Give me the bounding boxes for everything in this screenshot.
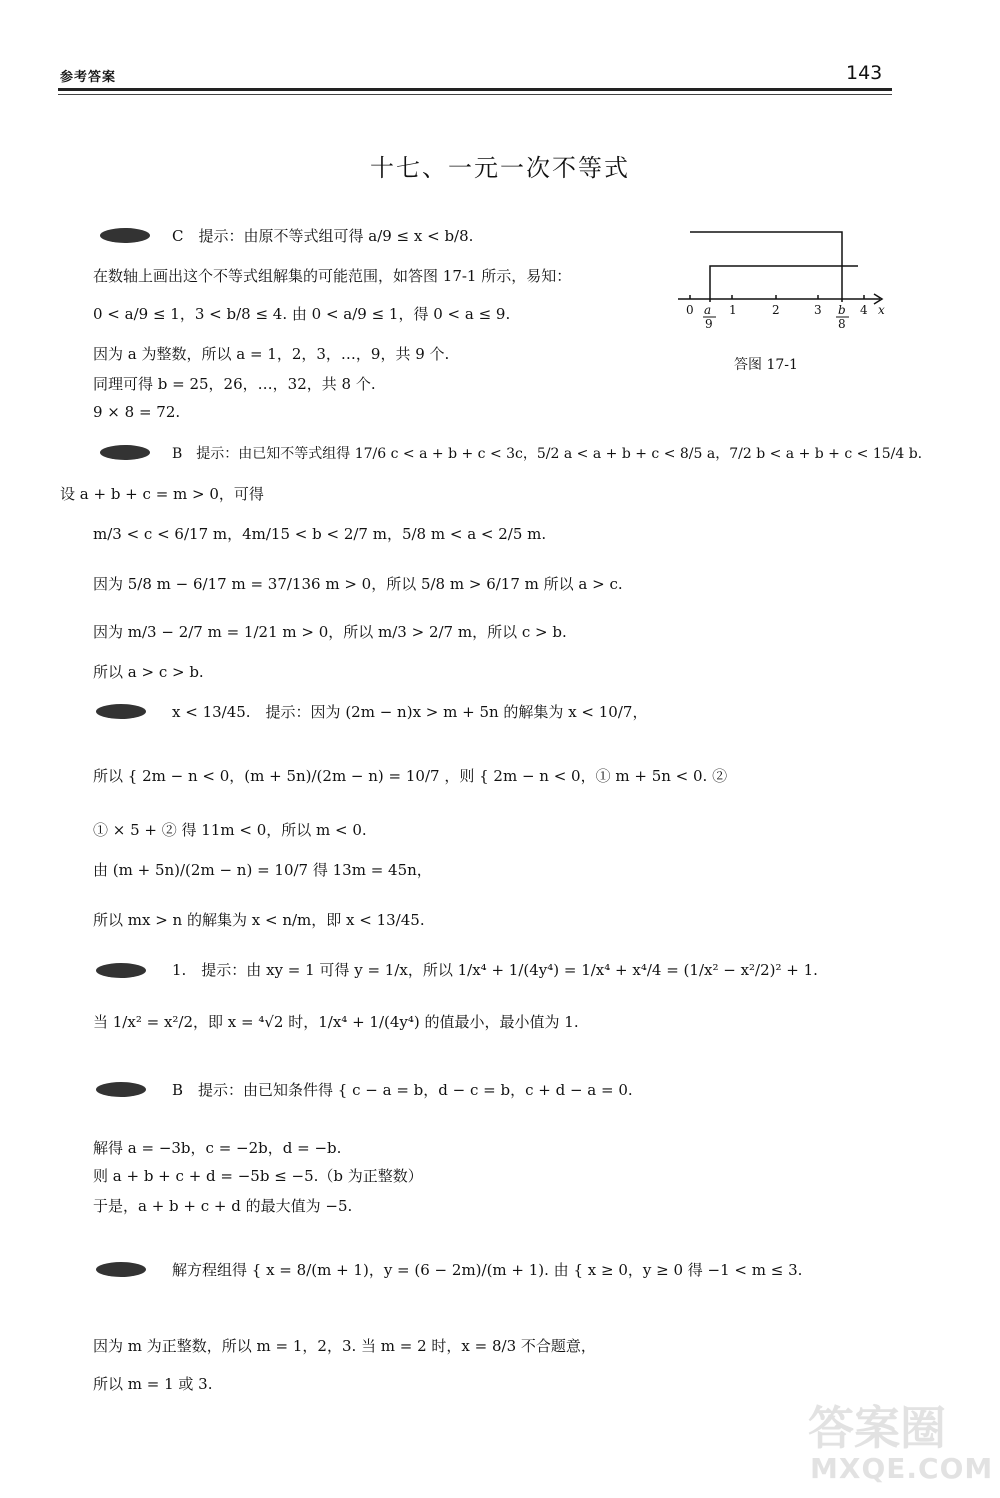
problem-3-line-3: ① × 5 + ② 得 11m < 0，所以 m < 0.	[93, 821, 367, 839]
running-header: 参考答案	[60, 70, 117, 85]
problem-4-line-1: 1. 提示：由 xy = 1 可得 y = 1/x，所以 1/x⁴ + 1/(4y⁴) = 1/x⁴ + x⁴/4 = (1/x² − x²/2)² + 1.	[172, 961, 818, 979]
problem-1-line-1: C 提示：由原不等式组可得 a/9 ≤ x < b/8.	[172, 227, 474, 245]
problem-3-line-2: 所以 { 2m − n < 0，(m + 5n)/(2m − n) = 10/7 ，则 { 2m − n < 0，① m + 5n < 0. ②	[93, 767, 728, 785]
problem-4-line-2: 当 1/x² = x²/2，即 x = ⁴√2 时，1/x⁴ + 1/(4y⁴) 的值最小，最小值为 1.	[93, 1013, 579, 1031]
problem-2-line-4: 因为 5/8 m − 6/17 m = 37/136 m > 0，所以 5/8 m > 6/17 m 所以 a > c.	[93, 575, 623, 593]
axis-label-4: 4	[860, 303, 868, 317]
problem-5-line-1: B 提示：由已知条件得 { c − a = b，d − c = b，c + d − a = 0.	[172, 1081, 633, 1099]
watermark-url: MXQE.COM	[810, 1452, 994, 1485]
watermark-logo: 答案圈	[808, 1401, 946, 1455]
page-number: 143	[846, 62, 883, 84]
svg-text:a: a	[704, 303, 712, 317]
problem-1-line-5: 同理可得 b = 25，26，…，32，共 8 个.	[93, 375, 376, 393]
problem-badge-3	[96, 704, 146, 719]
problem-2-line-5: 因为 m/3 − 2/7 m = 1/21 m > 0，所以 m/3 > 2/7 m，所以 c > b.	[93, 623, 567, 641]
svg-text:8: 8	[838, 317, 846, 331]
axis-label-1: 1	[729, 303, 737, 317]
problem-1-line-4: 因为 a 为整数，所以 a = 1，2，3，…，9，共 9 个.	[93, 345, 450, 363]
problem-badge-2	[100, 445, 150, 460]
problem-3-line-1: x < 13/45. 提示：因为 (2m − n)x > m + 5n 的解集为 x < 10/7，	[172, 703, 648, 721]
header-rule	[58, 88, 892, 91]
svg-text:b: b	[838, 303, 846, 317]
upper-bracket-line	[690, 232, 842, 302]
problem-1-line-3: 0 < a/9 ≤ 1，3 < b/8 ≤ 4. 由 0 < a/9 ≤ 1，得 0 < a ≤ 9.	[93, 305, 511, 323]
header-rule-thin	[58, 94, 892, 95]
problem-2-line-3: m/3 < c < 6/17 m，4m/15 < b < 2/7 m，5/8 m < a < 2/5 m.	[93, 525, 547, 543]
problem-badge-5	[96, 1082, 146, 1097]
axis-label-x: x	[878, 303, 885, 317]
problem-badge-4	[96, 963, 146, 978]
problem-2-line-6: 所以 a > c > b.	[93, 663, 204, 681]
problem-5-line-4: 于是，a + b + c + d 的最大值为 −5.	[93, 1197, 353, 1215]
problem-1-line-6: 9 × 8 = 72.	[93, 403, 181, 421]
problem-6-line-3: 所以 m = 1 或 3.	[93, 1375, 213, 1393]
axis-label-3: 3	[814, 303, 822, 317]
svg-text:9: 9	[705, 317, 713, 331]
section-title: 十七、一元一次不等式	[370, 154, 630, 182]
problem-3-line-5: 所以 mx > n 的解集为 x < n/m，即 x < 13/45.	[93, 911, 425, 929]
problem-2-line-2: 设 a + b + c = m > 0，可得	[60, 485, 264, 503]
axis-label-2: 2	[772, 303, 780, 317]
axis-label-0: 0	[686, 303, 694, 317]
problem-1-line-2: 在数轴上画出这个不等式组解集的可能范围，如答图 17-1 所示，易知：	[93, 267, 572, 285]
problem-5-line-2: 解得 a = −3b，c = −2b，d = −b.	[93, 1139, 342, 1157]
problem-3-line-4: 由 (m + 5n)/(2m − n) = 10/7 得 13m = 45n，	[93, 861, 432, 879]
problem-5-line-3: 则 a + b + c + d = −5b ≤ −5.（b 为正整数）	[93, 1167, 423, 1185]
problem-6-line-2: 因为 m 为正整数，所以 m = 1，2，3. 当 m = 2 时，x = 8/3 不合题意，	[93, 1337, 596, 1355]
problem-2-line-1: B 提示：由已知不等式组得 17/6 c < a + b + c < 3c，5/2 a < a + b + c < 8/5 a，7/2 b < a + b + c < 15/4 b.	[172, 446, 923, 462]
number-line-figure	[672, 222, 894, 332]
problem-6-line-1: 解方程组得 { x = 8/(m + 1)，y = (6 − 2m)/(m + 1). 由 { x ≥ 0，y ≥ 0 得 −1 < m ≤ 3.	[172, 1261, 803, 1279]
figure-caption: 答图 17-1	[734, 357, 798, 373]
problem-badge-6	[96, 1262, 146, 1277]
problem-badge-1	[100, 228, 150, 243]
